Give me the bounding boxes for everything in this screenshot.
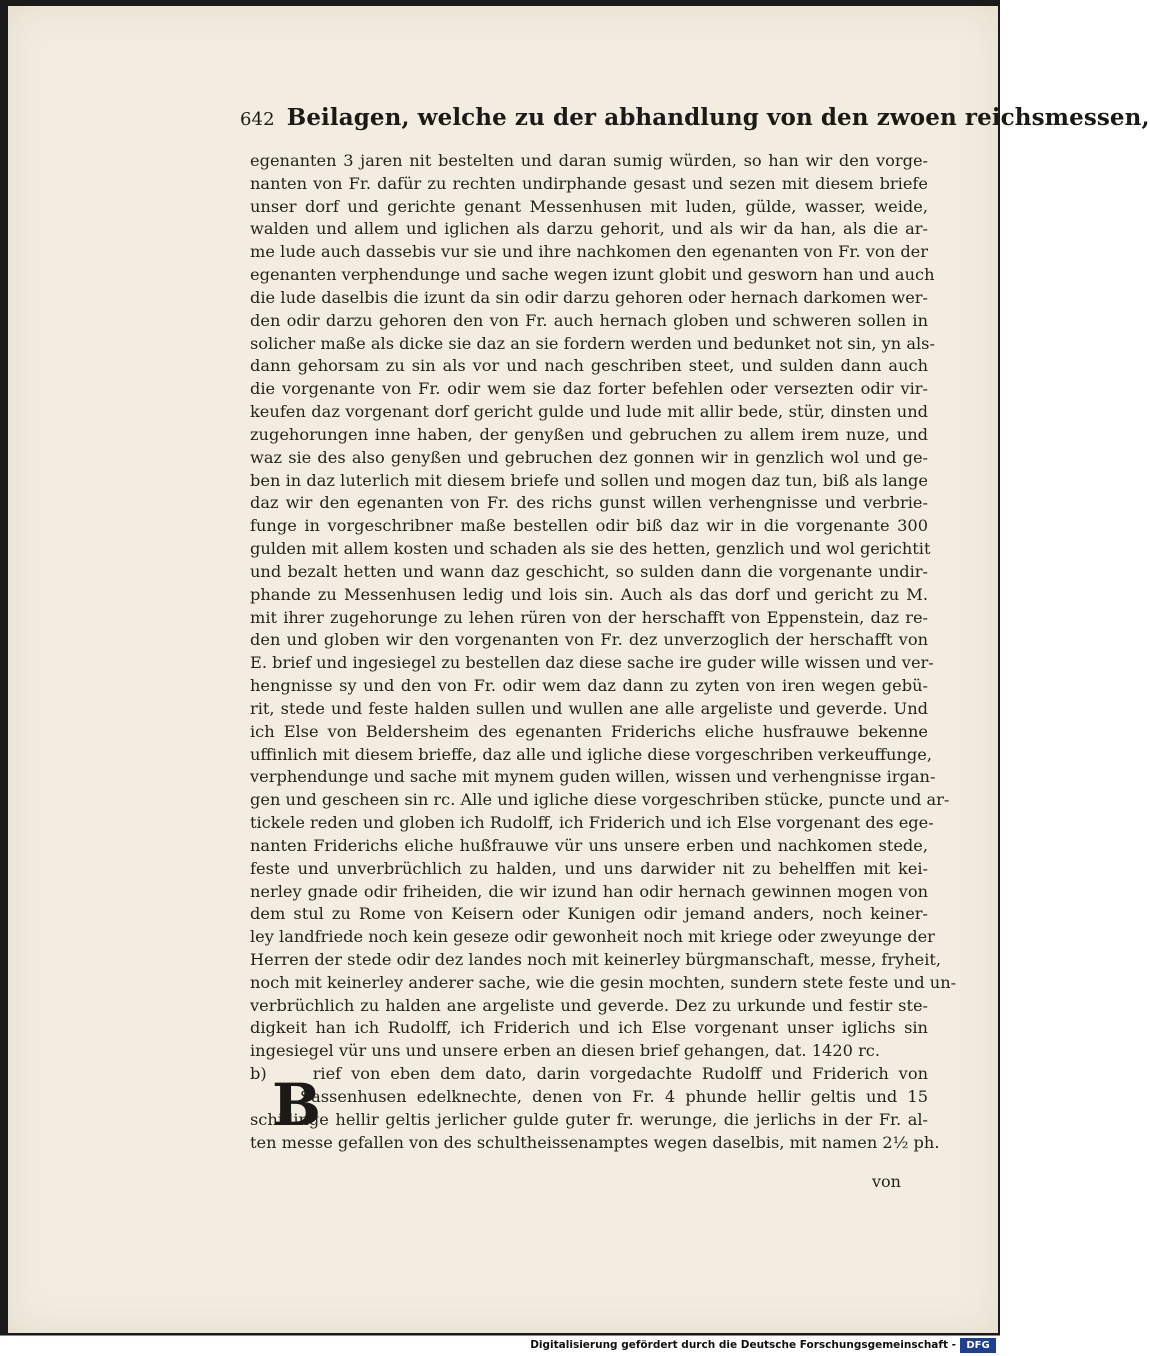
text-line: nanten von Fr. dafür zu rechten undirphande gesast und sezen mit diesem briefe [250, 173, 928, 193]
text-line: nerley gnade odir friheiden, die wir izund han odir hernach gewinnen mogen von [250, 881, 928, 901]
text-line: waz sie des also genyßen und gebruchen dez gonnen wir in genzlich wol und ge- [250, 447, 928, 467]
section-b-line: Sassenhusen edelknechte, denen von Fr. 4 phunde hellir geltis und 15 [300, 1086, 928, 1106]
text-line: dann gehorsam zu sin als vor und nach geschriben steet, und sulden dann auch [250, 356, 928, 376]
text-line: mit ihrer zugehorunge zu lehen rüren von der herschafft von Eppenstein, daz re- [250, 607, 928, 627]
text-line: gen und gescheen sin rc. Alle und igliche diese vorgeschriben stücke, puncte und ar- [250, 790, 950, 810]
drop-cap: B [272, 1071, 322, 1139]
text-line: digkeit han ich Rudolff, ich Friderich und ich Else vorgenant unser iglichs sin [250, 1018, 928, 1038]
text-line: keufen daz vorgenant dorf gericht gulde und lude mit allir bede, stür, dinsten und [250, 402, 928, 422]
text-line: funge in vorgeschribner maße bestellen odir biß daz wir in die vorgenante 300 [250, 516, 928, 536]
text-line: Herren der stede odir dez landes noch mit keinerley bürgmanschaft, messe, fryheit, [250, 949, 942, 969]
text-line: den odir darzu gehoren den von Fr. auch hernach globen und schweren sollen in [250, 310, 928, 330]
text-line: dem stul zu Rome von Keisern oder Kunigen odir jemand anders, noch keiner- [250, 904, 928, 924]
text-line: uffinlich mit diesem brieffe, daz alle und igliche diese vorgeschriben verkeuffunge, [250, 744, 932, 764]
text-line: ley landfriede noch kein geseze odir gewonheit noch mit kriege oder zweyunge der [250, 927, 935, 947]
catchword: von [872, 1172, 901, 1191]
text-line: solicher maße als dicke sie daz an sie fordern werden und bedunket not sin, yn als- [250, 333, 935, 353]
text-line: tickele reden und globen ich Rudolff, ich Friderich und ich Else vorgenant des ege- [250, 813, 934, 833]
section-b-first-text: rief von eben dem dato, darin vorgedachte Rudolff und Friderich von [312, 1064, 928, 1084]
text-line: unser dorf und gerichte genant Messenhusen mit luden, gülde, wasser, weide, [250, 196, 928, 216]
text-line: hengnisse sy und den von Fr. odir wem daz dann zu zyten von iren wegen gebü- [250, 676, 928, 696]
text-line: ben in daz luterlich mit diesem briefe und sollen und mogen daz tun, biß als lange [250, 470, 928, 490]
text-line: egenanten 3 jaren nit bestelten und daran sumig würden, so han wir den vorge- [250, 151, 928, 170]
body-text [250, 150, 957, 1154]
text-line: verphendunge und sache mit mynem guden willen, wissen und verhengnisse irgan- [250, 767, 936, 787]
text-line: walden und allem und iglichen als darzu gehorit, und als wir da han, als die ar- [250, 219, 928, 239]
running-title: Beilagen, welche zu der abhandlung von den zwoen reichsmessen, [286, 104, 1150, 131]
text-line: ich Else von Beldersheim des egenanten Friderichs eliche husfrauwe bekenne [250, 721, 928, 741]
text-line: noch mit keinerley anderer sache, wie die gesin mochten, sundern stete feste und un- [250, 972, 957, 992]
text-line: phande zu Messenhusen ledig und lois sin. Auch als das dorf und gericht zu M. [250, 584, 928, 604]
text-line: und bezalt hetten und wann daz geschicht, so sulden dann die vorgenante undir- [250, 561, 928, 581]
page-header [240, 104, 1150, 131]
text-line: nanten Friderichs eliche hußfrauwe vür uns unsere erben und nachkomen stede, [250, 835, 928, 855]
text-line: zugehorungen inne haben, der genyßen und gebruchen zu allem irem nuze, und [250, 424, 928, 444]
text-line: feste und unverbrüchlich zu halden, und uns darwider nit zu behelffen mit kei- [250, 858, 928, 878]
text-line: egenanten verphendunge und sache wegen izunt globit und gesworn han und auch [250, 265, 935, 285]
section-b-line: ten messe gefallen von des schultheissenamptes wegen daselbis, mit namen 2½ ph. [250, 1132, 940, 1152]
text-line: me lude auch dassebis vur sie und ihre nachkomen den egenanten von Fr. von der [250, 242, 928, 262]
dfg-logo: DFG [960, 1338, 996, 1353]
text-line: E. brief und ingesiegel zu bestellen daz diese sache ire guder wille wissen und ver- [250, 653, 934, 673]
text-line: die vorgenante von Fr. odir wem sie daz forter befehlen oder versezten odir vir- [250, 379, 928, 399]
text-line: die lude daselbis die izunt da sin odir darzu gehoren oder hernach darkomen wer- [250, 287, 928, 307]
footer-credit: Digitalisierung gefördert durch die Deutsche Forschungsgemeinschaft - [530, 1339, 956, 1351]
text-line: gulden mit allem kosten und schaden als sie des hetten, genzlich und wol gerichtit [250, 539, 931, 559]
footer-bar [0, 1335, 1000, 1356]
text-line: rit, stede und feste halden sullen und wullen ane alle argeliste und geverde. Und [250, 698, 928, 718]
text-line: den und globen wir den vorgenanten von Fr. dez unverzoglich der herschafft von [250, 630, 928, 650]
text-line: verbrüchlich zu halden ane argeliste und geverde. Dez zu urkunde und festir ste- [250, 995, 928, 1015]
text-line: daz wir den egenanten von Fr. des richs gunst willen verhengnisse und verbrie- [250, 493, 928, 513]
page-number: 642 [240, 109, 275, 130]
section-b-line: schillinge hellir geltis jerlicher gulde guter fr. werunge, die jerlichs in der Fr. al- [250, 1109, 928, 1129]
section-label: b) [250, 1064, 267, 1084]
section-b-first-line [250, 1063, 928, 1086]
text-line: ingesiegel vür uns und unsere erben an diesen brief gehangen, dat. 1420 rc. [250, 1041, 881, 1061]
